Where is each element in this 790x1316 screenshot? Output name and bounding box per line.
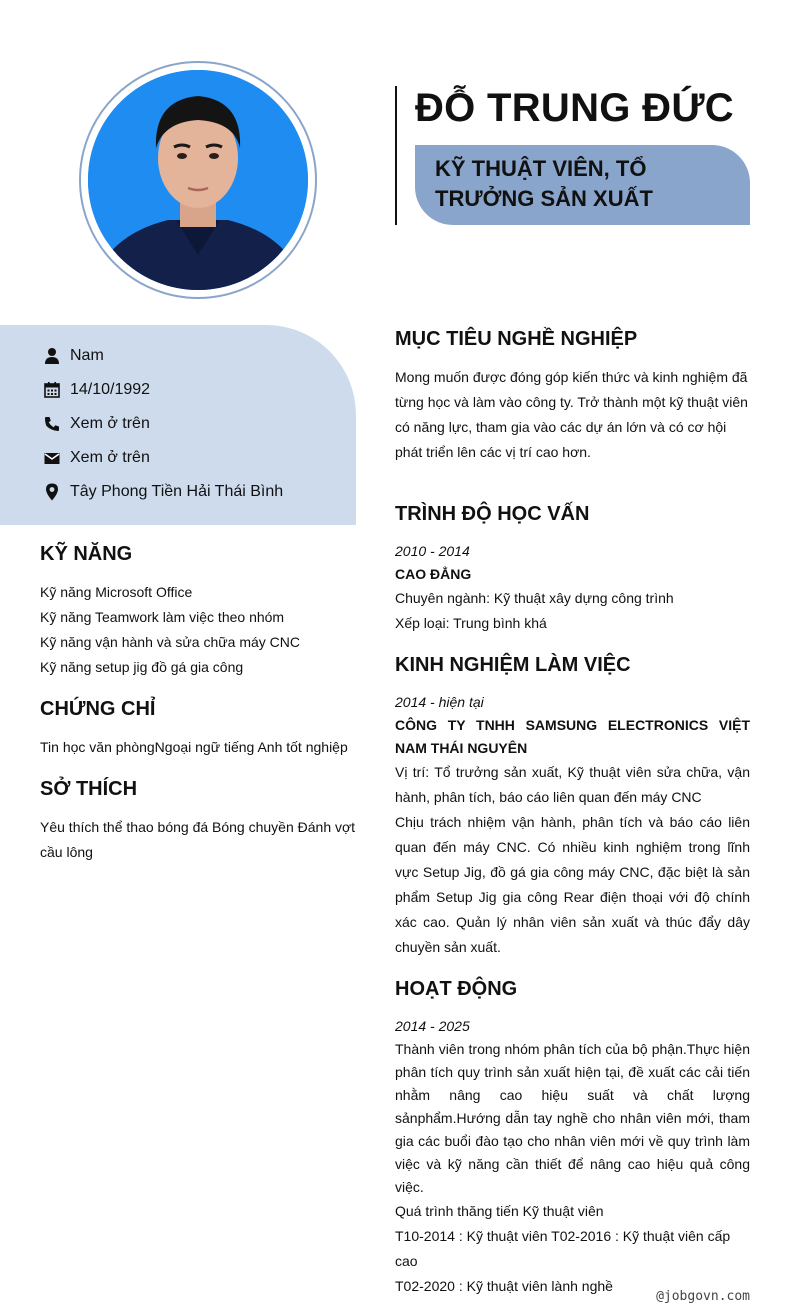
promotion-line: T02-2020 : Kỹ thuật viên lành nghề (395, 1278, 613, 1294)
skill-item: Kỹ năng Microsoft Office (40, 584, 193, 600)
contact-birthday (42, 378, 150, 402)
avatar (88, 70, 308, 290)
watermark: @jobgovn.com (656, 1289, 750, 1304)
job-title-line: TRƯỞNG SẢN XUẤT (435, 186, 653, 211)
objective-line: có năng lực, tham gia vào các dự án lớn và có cơ hội (395, 419, 727, 435)
education-period: 2010 - 2014 (395, 543, 470, 559)
job-title-badge (415, 145, 750, 225)
gender-value: Nam (70, 347, 104, 364)
person-icon (42, 346, 62, 366)
calendar-icon (42, 380, 62, 400)
experience-company: CÔNG TY TNHH SAMSUNG ELECTRONICS VIỆT NAM THÁI NGUYÊN (395, 717, 750, 756)
experience-description: Chịu trách nhiệm vận hành, phân tích và báo cáo liên quan đến máy CNC. Có nhiều kinh nghiệm trong lĩnh vực Setup Jig, đồ gá gia công máy CNC, đặc biệt là sản phẩm Setup Jig gia công Rear điện thoại với độ chính xác cao. Quản lý nhân viên sản xuất và thúc đẩy dây chuyền sản xuất. (395, 814, 750, 955)
objective-line: Mong muốn được đóng góp kiến thức và kinh nghiệm đã (395, 369, 748, 385)
contact-phone (42, 412, 150, 436)
objective-title: MỤC TIÊU NGHỀ NGHIỆP (395, 328, 638, 350)
objective-line: từng học và làm vào công ty. Trở thành một kỹ thuật viên (395, 394, 748, 410)
certificates-text: Tin học văn phòngNgoại ngữ tiếng Anh tốt nghiệp (40, 739, 348, 755)
promotion-line: T10-2014 : Kỹ thuật viên T02-2016 : Kỹ thuật viên cấp cao (395, 1228, 731, 1269)
activities-period: 2014 - 2025 (395, 1018, 470, 1034)
address-value: Tây Phong Tiền Hải Thái Bình (70, 483, 284, 500)
experience-title: KINH NGHIỆM LÀM VIỆC (395, 654, 631, 676)
hobbies-title: SỞ THÍCH (40, 778, 138, 800)
hobbies-line: Yêu thích thể thao bóng đá Bóng chuyền Đánh vợt (40, 819, 356, 835)
contact-email (42, 446, 150, 470)
education-school: CAO ĐẲNG (395, 566, 472, 582)
education-grade: Xếp loại: Trung bình khá (395, 615, 547, 631)
skill-item: Kỹ năng Teamwork làm việc theo nhóm (40, 609, 285, 625)
certificates-title: CHỨNG CHỈ (40, 698, 156, 720)
activities-description: Thành viên trong nhóm phân tích của bộ phận.Thực hiện phân tích quy trình sản xuất hiện tại, đề xuất các cải tiến nhằm nâng cao hiệu suất và chất lượng sảnphẩm.Hướng dẫn tay nghề cho nhân viên mới, tham gia các buổi đào tạo cho nhân viên mới về quy trình làm việc và kỹ năng cần thiết để nâng cao hiệu quả công việc. (395, 1041, 750, 1195)
candidate-name: ĐỖ TRUNG ĐỨC (415, 86, 734, 130)
job-title-line: KỸ THUẬT VIÊN, TỔ (435, 156, 647, 181)
skills-list (40, 580, 356, 680)
experience-position: Vị trí: Tổ trưởng sản xuất, Kỹ thuật viên sửa chữa, vận hành, phân tích, báo cáo liên quan đến máy CNC (395, 764, 750, 805)
activities-title: HOẠT ĐỘNG (395, 978, 518, 1000)
education-major: Chuyên ngành: Kỹ thuật xây dựng công trình (395, 590, 674, 606)
experience-block (395, 691, 750, 960)
phone-value: Xem ở trên (70, 415, 150, 432)
email-value: Xem ở trên (70, 449, 150, 466)
education-block (395, 540, 750, 636)
header-divider (395, 86, 397, 225)
skill-item: Kỹ năng setup jig đồ gá gia công (40, 659, 244, 675)
skill-item: Kỹ năng vận hành và sửa chữa máy CNC (40, 634, 300, 650)
activities-block (395, 1015, 750, 1299)
location-pin-icon (42, 482, 62, 502)
hobbies-line: cầu lông (40, 844, 93, 860)
experience-period: 2014 - hiện tại (395, 694, 484, 710)
objective-line: phát triển lên các vị trí cao hơn. (395, 444, 591, 460)
contact-address (42, 480, 283, 504)
contact-gender (42, 344, 104, 368)
promotion-title: Quá trình thăng tiến Kỹ thuật viên (395, 1203, 604, 1219)
skills-title: KỸ NĂNG (40, 543, 133, 565)
hobbies-text (40, 815, 356, 865)
objective-text (395, 365, 750, 465)
phone-icon (42, 414, 62, 434)
birthday-value: 14/10/1992 (70, 381, 151, 398)
education-title: TRÌNH ĐỘ HỌC VẤN (395, 503, 590, 525)
profile-photo (88, 70, 308, 290)
mail-icon (42, 448, 62, 468)
